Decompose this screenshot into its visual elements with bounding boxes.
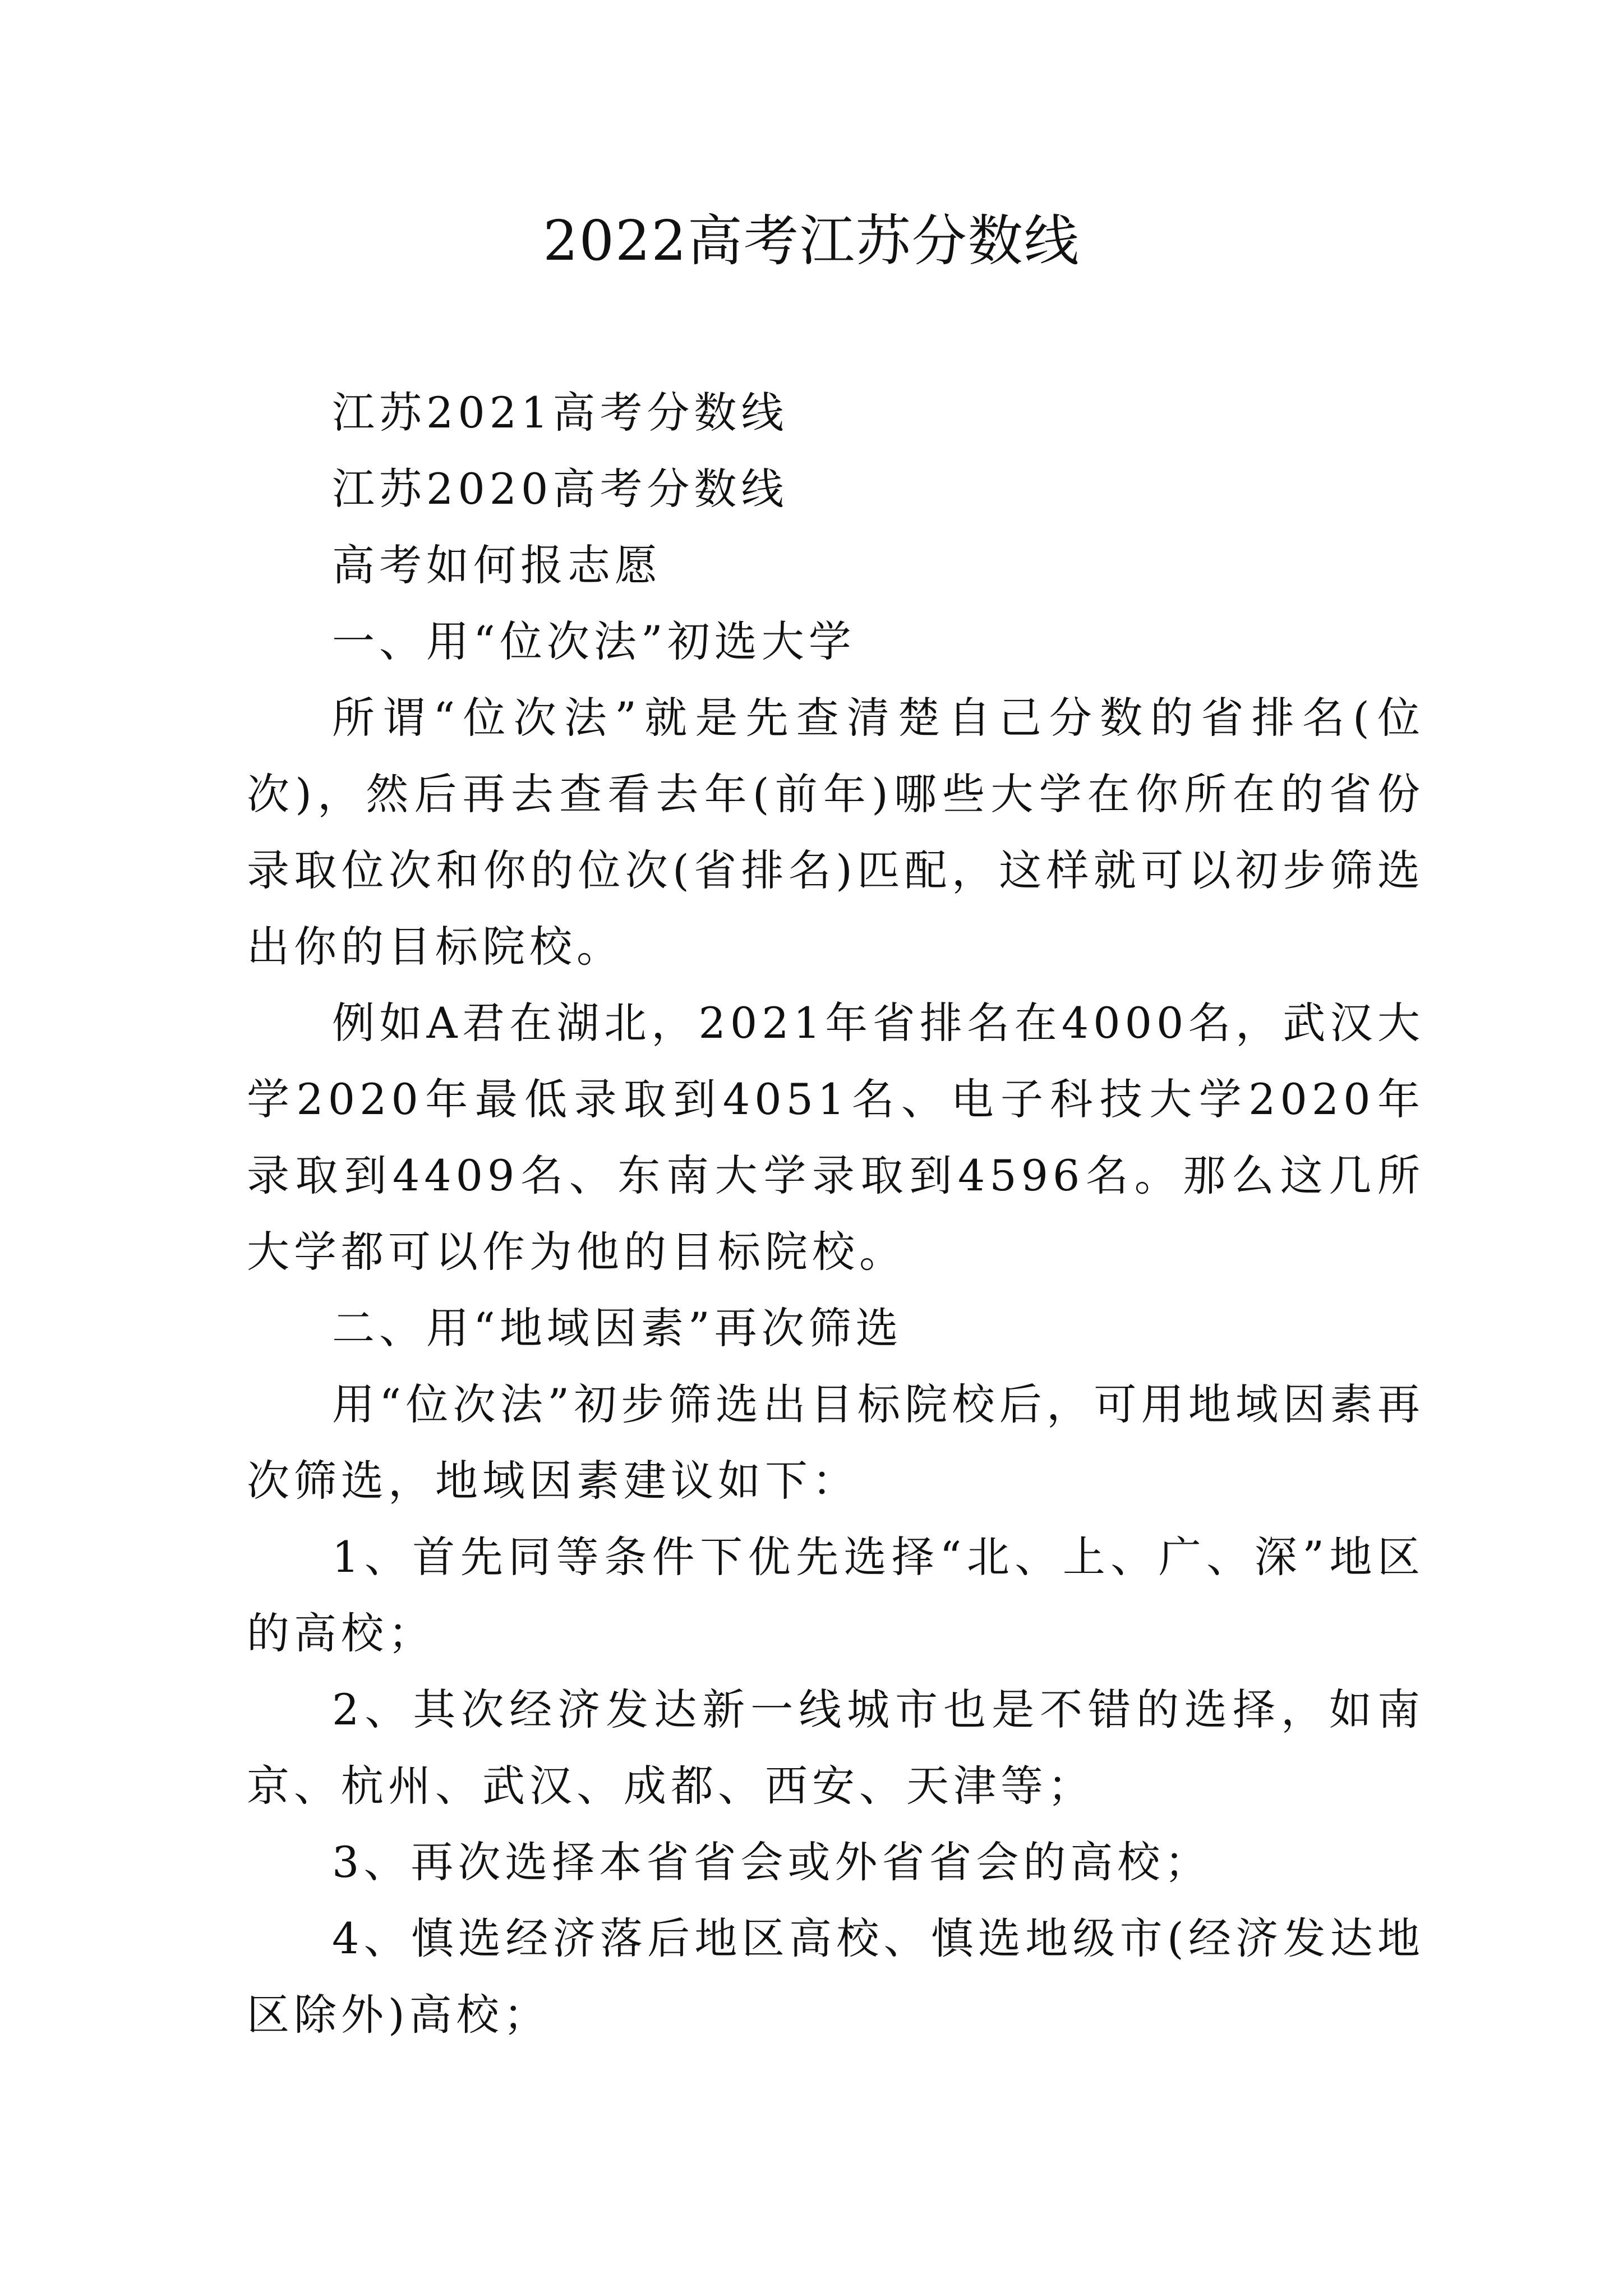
body-paragraph: 用“位次法”初步筛选出目标院校后，可用地域因素再次筛选，地域因素建议如下：: [247, 1379, 1424, 1506]
document-title: 2022高考江苏分数线: [543, 209, 1080, 273]
subsection-heading: 一、用“位次法”初选大学: [332, 616, 856, 666]
section-heading: 高考如何报志愿: [332, 540, 662, 590]
list-item: 3、再次选择本省省会或外省省会的高校；: [332, 1837, 1212, 1887]
document-body: [247, 375, 1424, 2053]
paragraph-link-2020: 江苏2020高考分数线: [332, 464, 789, 514]
list-item: 1、首先同等条件下优先选择“北、上、广、深”地区的高校；: [247, 1532, 1424, 1658]
body-paragraph: 例如A君在湖北，2021年省排名在4000名，武汉大学2020年最低录取到4051名、电子科技大学2020年录取到4409名、东南大学录取到4596名。那么这几所大学都可以作为他的目标院校。: [247, 998, 1424, 1277]
list-item: 4、慎选经济落后地区高校、慎选地级市(经济发达地区除外)高校；: [247, 1913, 1424, 2040]
subsection-heading: 二、用“地域因素”再次筛选: [332, 1303, 903, 1353]
paragraph-link-2021: 江苏2021高考分数线: [332, 388, 789, 438]
body-paragraph: 所谓“位次法”就是先查清楚自己分数的省排名(位次)，然后再去查看去年(前年)哪些大学在你所在的省份录取位次和你的位次(省排名)匹配，这样就可以初步筛选出你的目标院校。: [247, 693, 1424, 972]
list-item: 2、其次经济发达新一线城市也是不错的选择，如南京、杭州、武汉、成都、西安、天津等；: [247, 1685, 1424, 1811]
